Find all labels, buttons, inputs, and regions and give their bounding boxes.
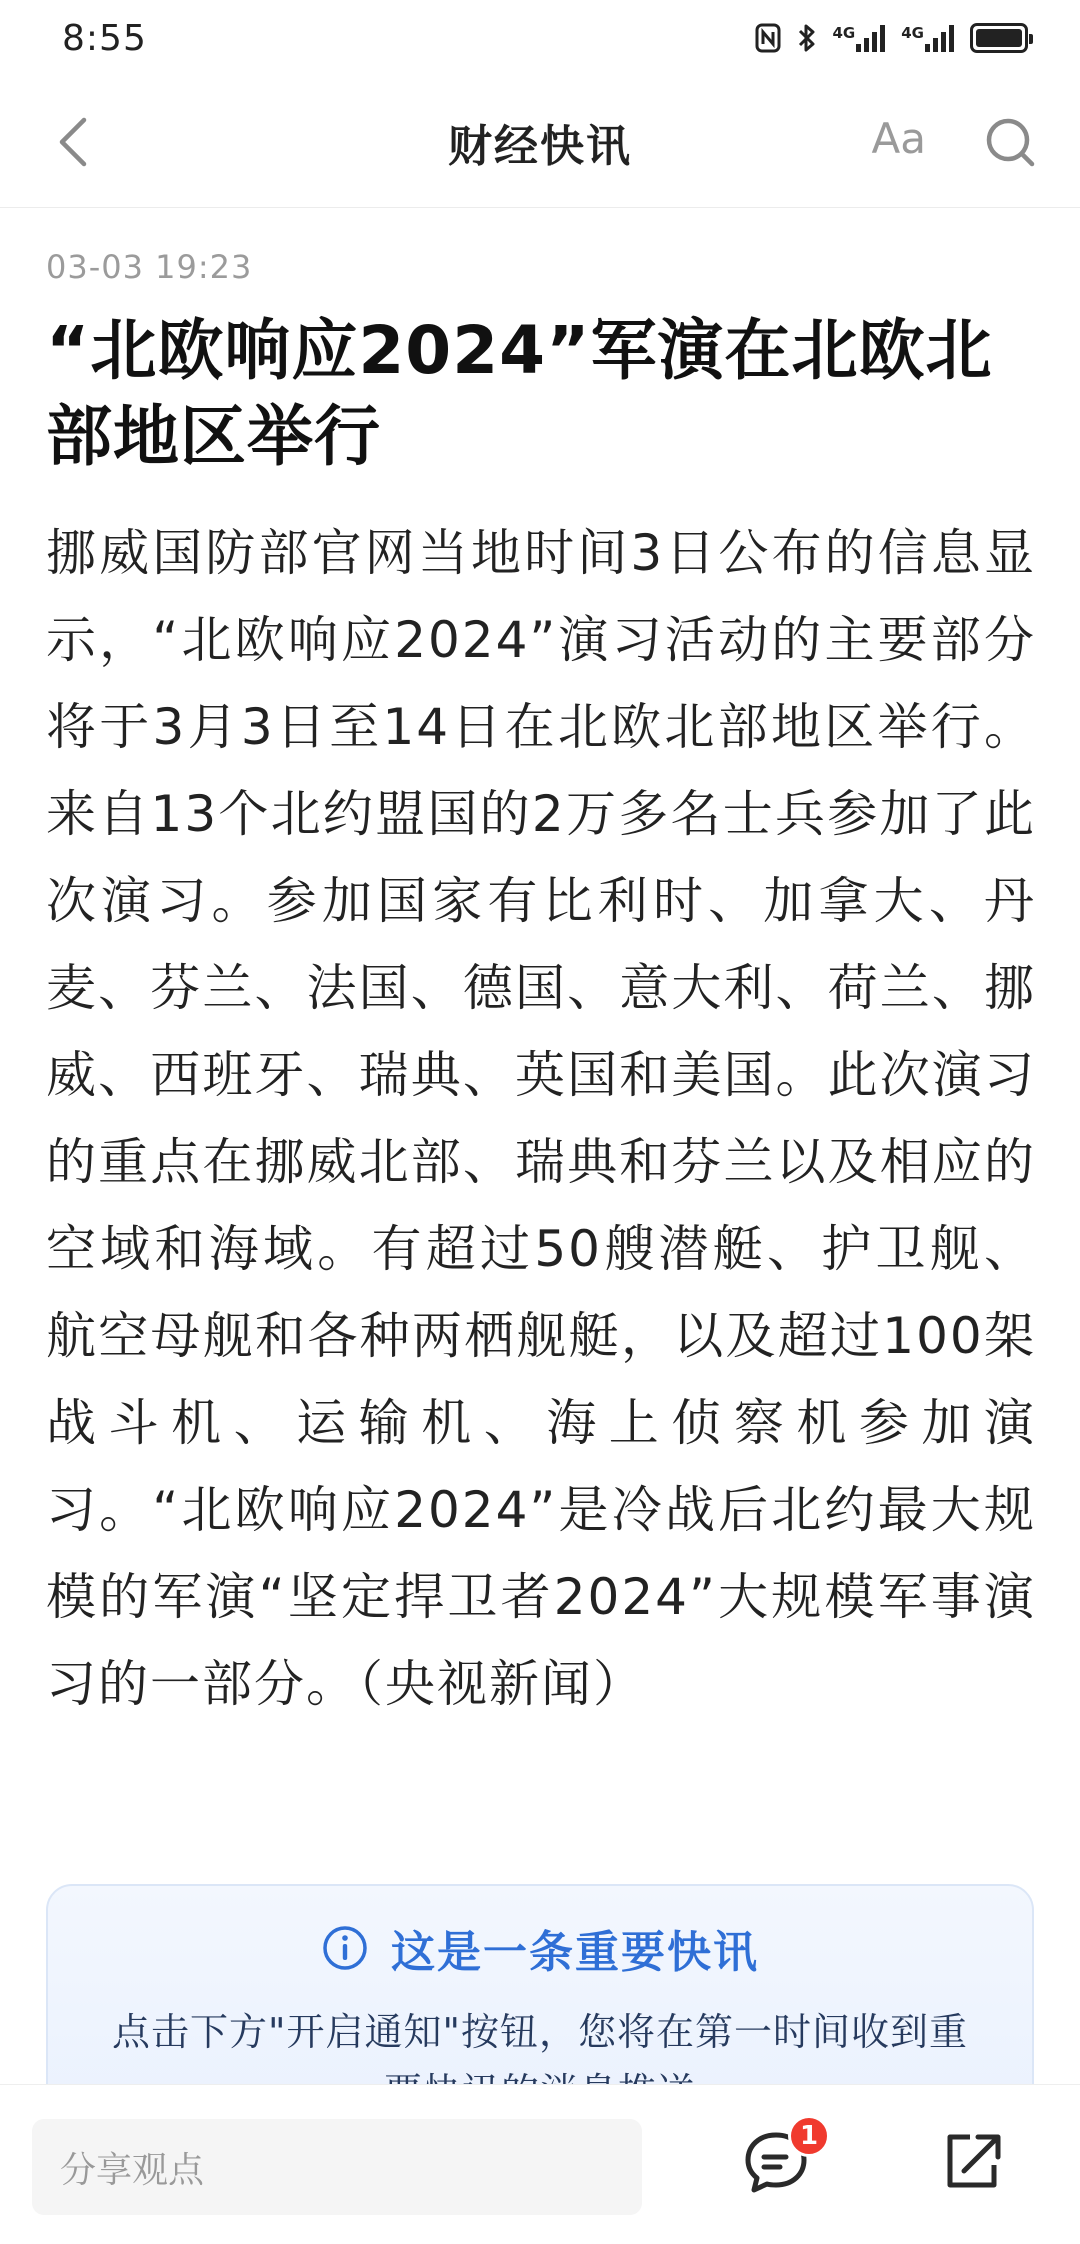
font-size-button[interactable]: Aa	[871, 114, 926, 163]
network-type-label: 4G	[832, 24, 856, 42]
article	[46, 248, 1036, 1728]
signal-strength-2	[901, 24, 954, 52]
chevron-left-icon[interactable]	[48, 112, 104, 172]
notice-text: 点击下方"开启通知"按钮，您将在第一时间收到重	[112, 2010, 968, 2054]
page-title: 财经快讯	[448, 120, 632, 172]
signal-strength-1	[833, 24, 886, 52]
comment-count-badge: 1	[788, 2115, 830, 2157]
bottom-action-bar	[0, 2084, 1080, 2244]
article-body: 挪威国防部官网当地时间3日公布的信息显示，“北欧响应2024”演习活动的主要部分将于3月3日至14日在北欧北部地区举行。来自13个北约盟国的2万多名士兵参加了此次演习。参加国家有比利时、加拿大、丹麦、芬兰、法国、德国、意大利、荷兰、挪威、西班牙、瑞典、英国和美国。此次演习的重点在挪威北部、瑞典和芬兰以及相应的空域和海域。有超过50艘潜艇、护卫舰、航空母舰和各种两栖舰艇，以及超过100架战斗机、运输机、海上侦察机参加演习。“北欧响应2024”是冷战后北约最大规模的军演“坚定捍卫者2024”大规模军事演习的一部分。（央视新闻）	[46, 524, 1036, 1713]
article-timestamp: 03-03 19:23	[46, 248, 253, 286]
notice-header	[48, 1916, 1032, 1980]
battery-icon	[970, 23, 1028, 53]
network-type-label: 4G	[901, 24, 924, 42]
share-icon[interactable]	[940, 2127, 1004, 2195]
battery-level	[976, 29, 1022, 47]
nav-bar	[0, 76, 1080, 208]
notice-title: 这是一条重要快讯	[391, 1927, 759, 1978]
status-icons	[755, 23, 1029, 53]
info-icon	[321, 1924, 369, 1972]
article-title: “北欧响应2024”军演在北欧北部地区举行	[46, 312, 993, 475]
search-icon[interactable]	[982, 114, 1038, 170]
share-opinion-input[interactable]: 分享观点	[32, 2119, 642, 2215]
status-time: 8:55	[62, 17, 147, 59]
bluetooth-icon	[797, 23, 817, 53]
nfc-icon	[755, 23, 781, 53]
status-bar	[0, 0, 1080, 76]
